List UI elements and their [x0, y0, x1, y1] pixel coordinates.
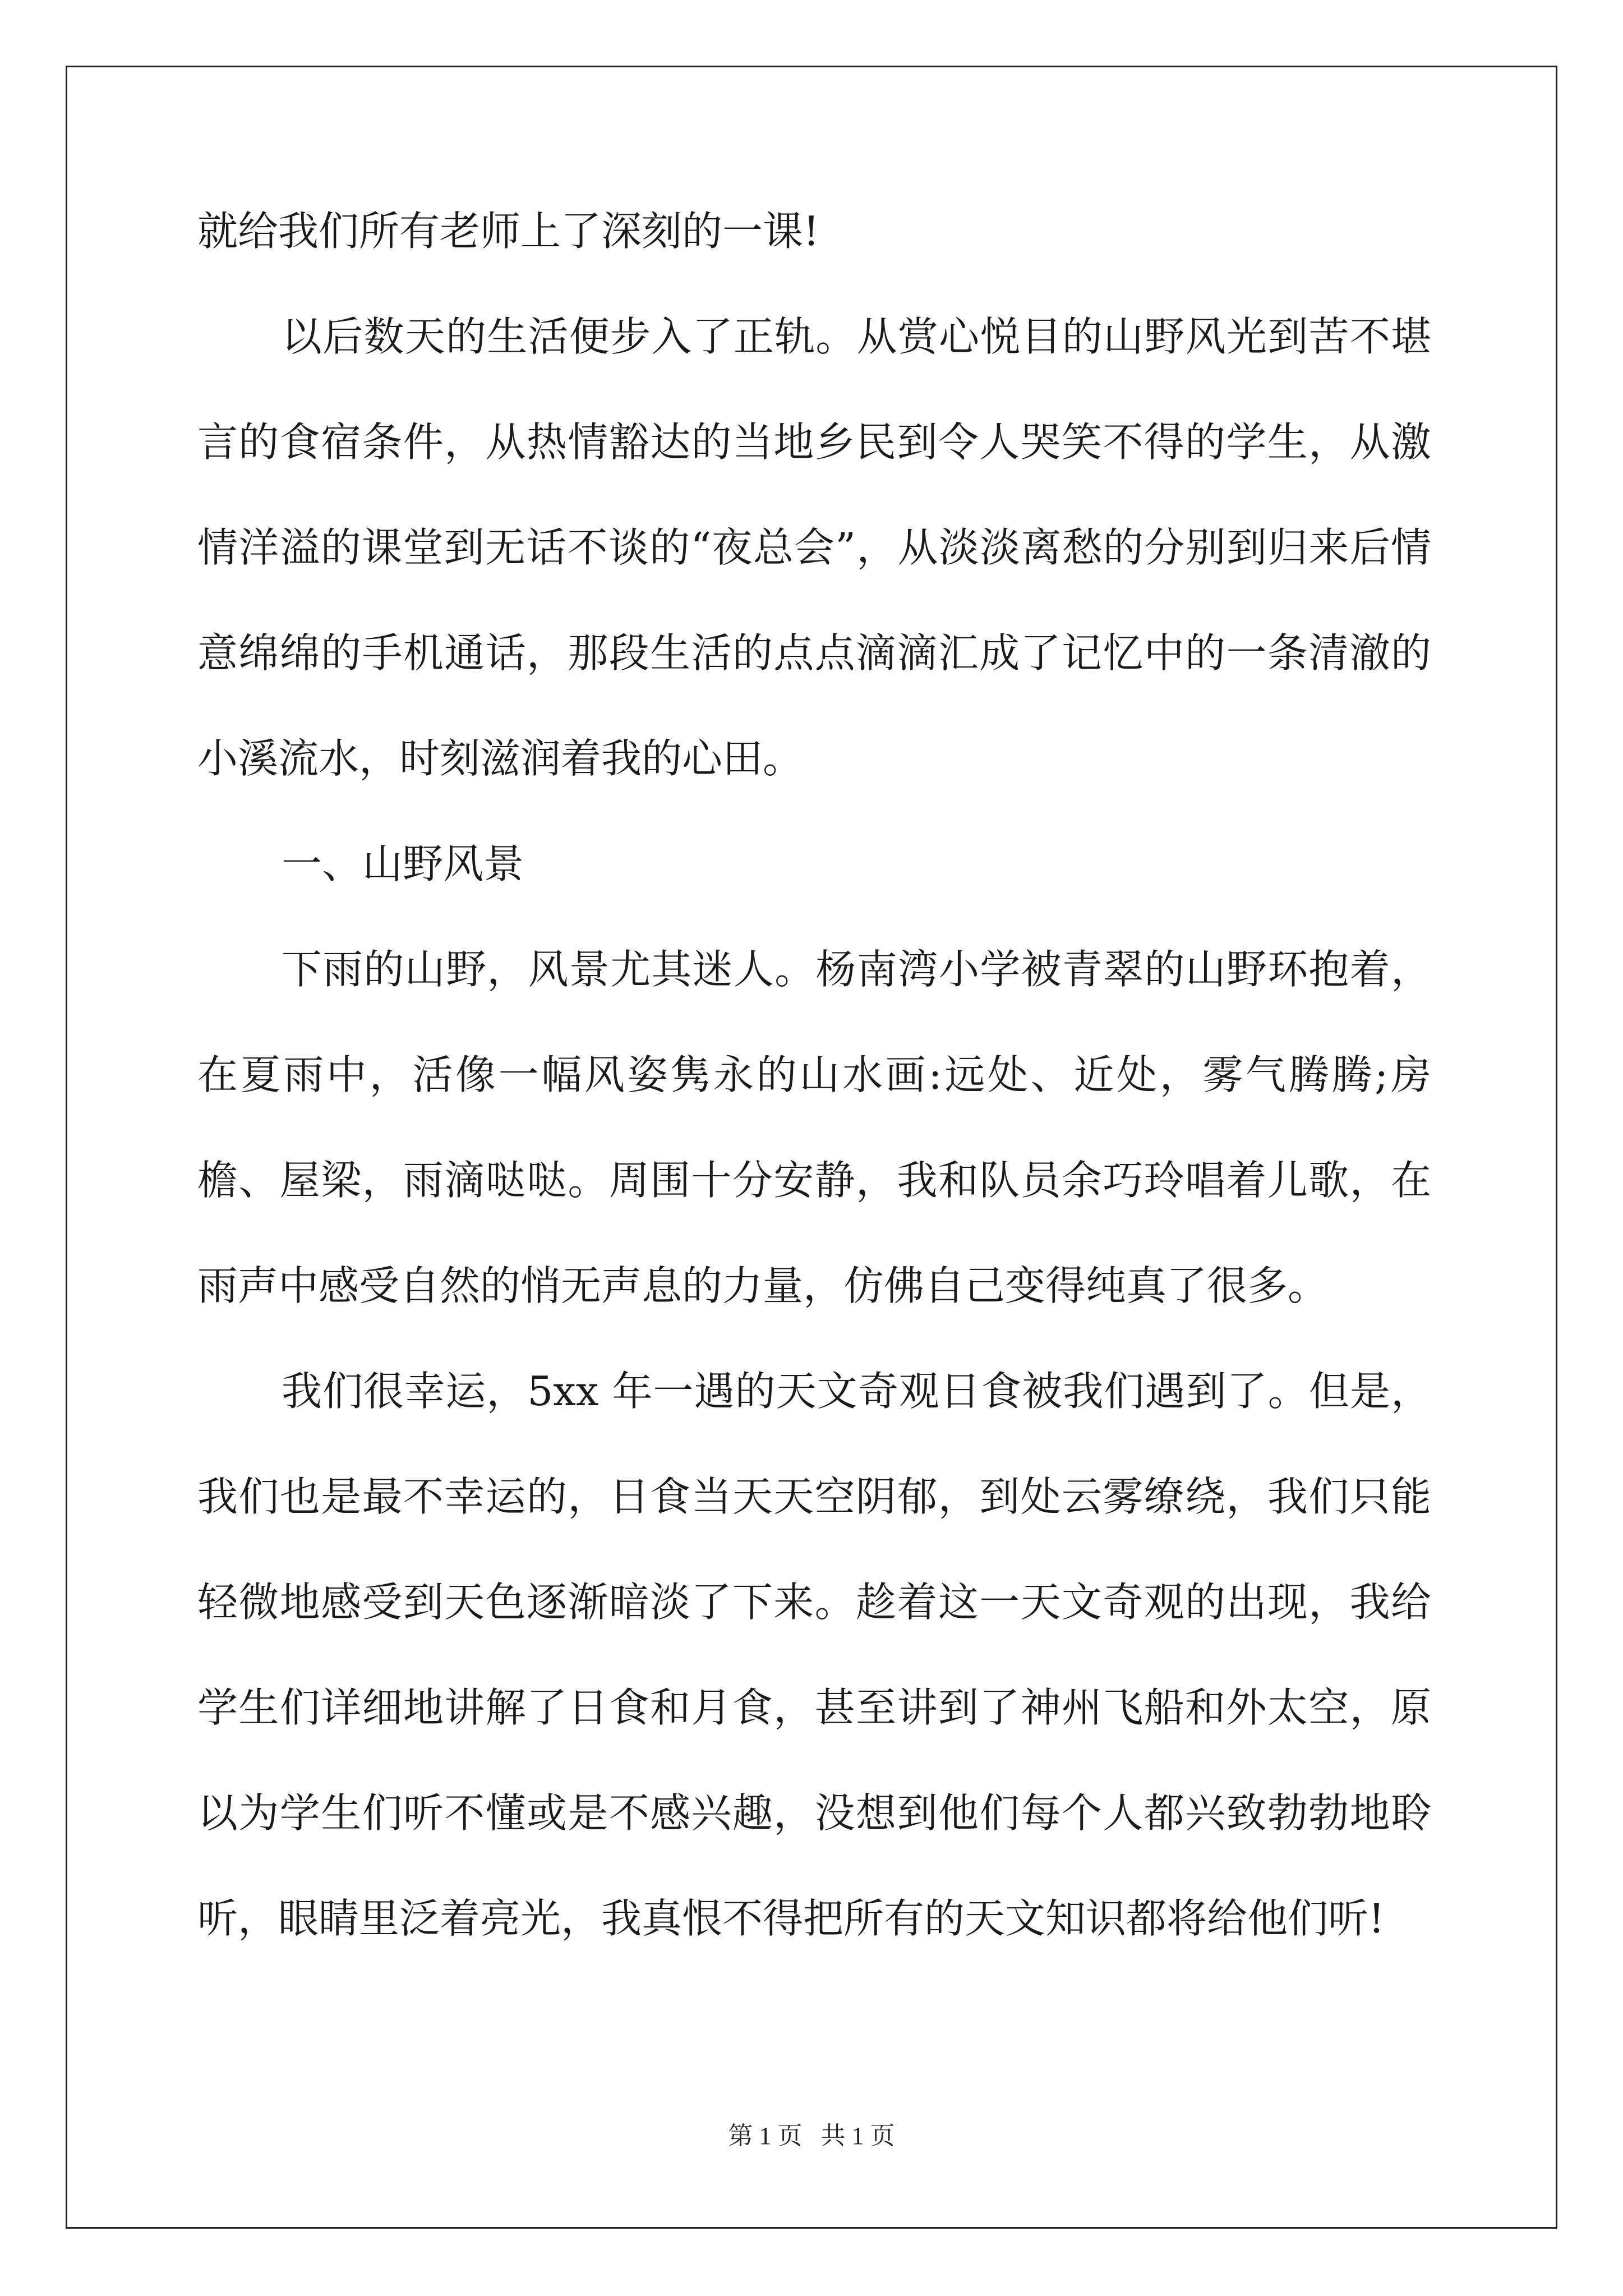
paragraph: 就给我们所有老师上了深刻的一课!: [197, 208, 819, 255]
page-footer: [0, 2119, 1623, 2153]
paragraph: 以后数天的生活便步入了正轨。从赏心悦目的山野风光到苦不堪言的食宿条件，从热情豁达的当地乡民到令人哭笑不得的学生，从激情洋溢的课堂到无话不谈的“夜总会”，从淡淡离愁的分别到归来后情意绵绵的手机通话，那段生活的点点滴滴汇成了记忆中的一条清澈的小溪流水，时刻滋润着我的心田。: [197, 313, 1431, 782]
page-total: 共 1 页: [820, 2122, 895, 2150]
paragraph: 我们很幸运，5xx 年一遇的天文奇观日食被我们遇到了。但是，我们也是最不幸运的，日食当天天空阴郁，到处云雾缭绕，我们只能轻微地感受到天色逐渐暗淡了下来。趁着这一天文奇观的出现，我给学生们详细地讲解了日食和月食，甚至讲到了神州飞船和外太空，原以为学生们听不懂或是不感兴趣，没想到他们每个人都兴致勃勃地聆听，眼睛里泛着亮光，我真恨不得把所有的天文知识都将给他们听!: [197, 1368, 1431, 1942]
paragraph: 下雨的山野，风景尤其迷人。杨南湾小学被青翠的山野环抱着，在夏雨中，活像一幅风姿隽永的山水画:远处、近处，雾气腾腾;房檐、屋梁，雨滴哒哒。周围十分安静，我和队员余巧玲唱着儿歌，在雨声中感受自然的悄无声息的力量，仿佛自己变得纯真了很多。: [197, 946, 1431, 1309]
document-body: [197, 178, 1431, 1971]
section-heading: 一、山野风景: [282, 840, 524, 887]
page-number: 第 1 页: [728, 2122, 803, 2150]
